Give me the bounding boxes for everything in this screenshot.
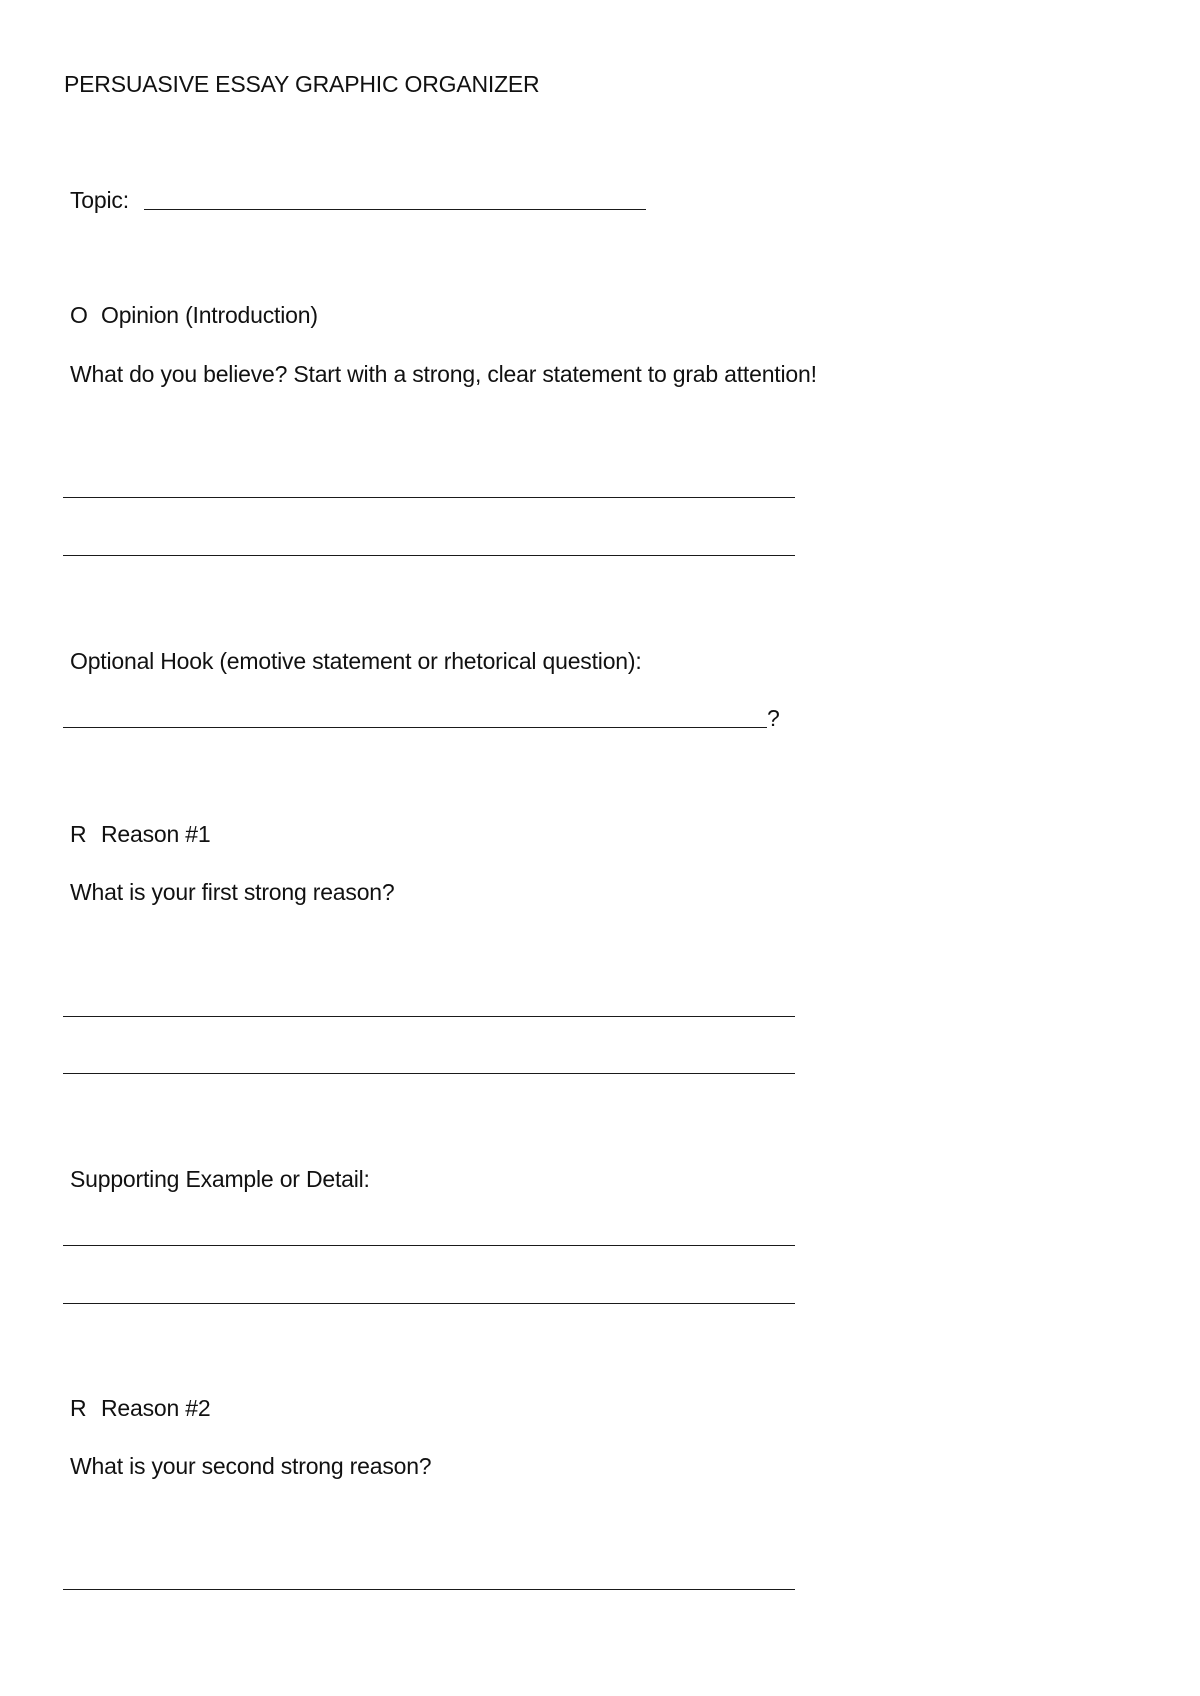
reason2-heading: [70, 1394, 210, 1422]
opinion-heading-text: Opinion (Introduction): [101, 302, 318, 328]
hook-prompt: Optional Hook (emotive statement or rhetorical question):: [70, 648, 642, 674]
reason2-letter: R: [70, 1395, 87, 1421]
opinion-answer-line-2[interactable]: [63, 555, 795, 556]
reason1-heading: [70, 820, 210, 848]
reason1-answer-line-2[interactable]: [63, 1073, 795, 1074]
reason1-heading-text: Reason #1: [101, 821, 211, 847]
opinion-heading: [70, 301, 318, 329]
topic-answer-line[interactable]: [144, 209, 646, 210]
reason1-prompt: What is your first strong reason?: [70, 879, 395, 905]
support1-answer-line-1[interactable]: [63, 1245, 795, 1246]
topic-label: Topic:: [70, 187, 129, 213]
page-title: PERSUASIVE ESSAY GRAPHIC ORGANIZER: [64, 71, 540, 97]
reason2-heading-text: Reason #2: [101, 1395, 211, 1421]
reason1-answer-line-1[interactable]: [63, 1016, 795, 1017]
hook-question-mark: ?: [767, 705, 780, 731]
hook-answer-line[interactable]: [63, 727, 767, 728]
reason2-answer-line-1[interactable]: [63, 1589, 795, 1590]
reason1-letter: R: [70, 821, 87, 847]
reason2-prompt: What is your second strong reason?: [70, 1453, 432, 1479]
support1-answer-line-2[interactable]: [63, 1303, 795, 1304]
opinion-letter: O: [70, 302, 88, 328]
opinion-prompt: What do you believe? Start with a strong, clear statement to grab attention!: [70, 361, 817, 387]
support1-prompt: Supporting Example or Detail:: [70, 1166, 370, 1192]
opinion-answer-line-1[interactable]: [63, 497, 795, 498]
